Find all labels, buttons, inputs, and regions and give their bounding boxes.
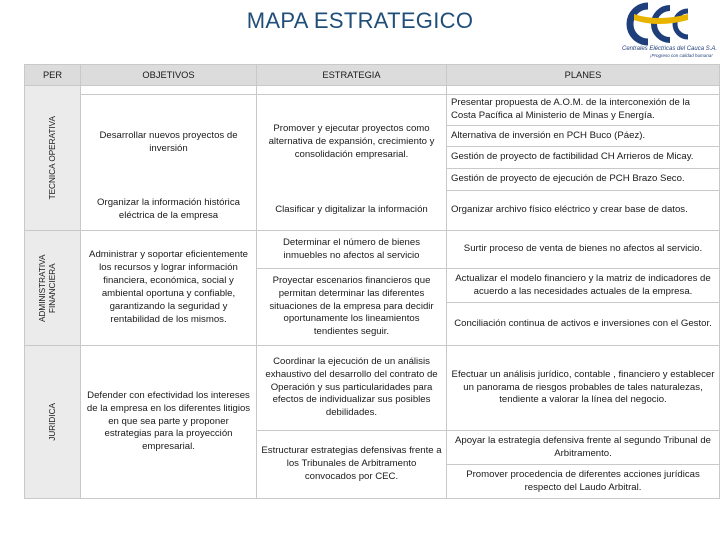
logo-tagline: ¡Progreso con calidad humana! <box>650 53 713 58</box>
estrategia-cell: Clasificar y digitalizar la información <box>275 203 428 215</box>
estrategia-cell: Coordinar la ejecución de un análisis exhaustivo del desarrollo del contrato de Operación y sus particularidades para efectos de individualizar sus posibles debilidades. <box>265 355 438 419</box>
header-planes: PLANES <box>447 65 719 85</box>
estrategia-cell: Promover y ejecutar proyectos como alternativa de expansión, crecimiento y consolidación empresarial. <box>268 123 435 160</box>
header-per: PER <box>25 65 80 85</box>
logo-mark-icon <box>618 2 714 46</box>
plan-cell: Presentar propuesta de A.O.M. de la interconexión de la Costa Pacífica al Ministerio de Minas y Energía. <box>451 97 690 121</box>
plan-cell: Gestión de proyecto de factibilidad CH Arrieros de Micay. <box>451 151 694 163</box>
section-label: JURIDICA <box>47 403 57 441</box>
estrategia-cell: Estructurar estrategias defensivas frente a los Tribunales de Arbitramento convocados por CEC. <box>261 445 442 482</box>
plan-cell: Efectuar un análisis jurídico, contable , financiero y establecer un panorama de riesgos probables de tales naturalezas, tendiente a valorar la línea del negocio. <box>451 368 715 406</box>
objetivo-cell: Desarrollar nuevos proyectos de inversión <box>99 129 238 154</box>
header-objetivos: OBJETIVOS <box>81 65 256 85</box>
objetivo-cell: Administrar y soportar eficientemente los recursos y lograr información financiera, económica, social y ambiental oportuna y confiable, garantizando la seguridad y rentabilidad de los mismos. <box>89 249 248 325</box>
estrategia-cell: Proyectar escenarios financieros que permitan determinar las diferentes situaciones de la empresa para decidir oportunamente los lineamientos tendientes seguir. <box>269 274 434 338</box>
plan-cell: Organizar archivo físico eléctrico y crear base de datos. <box>451 204 688 216</box>
section-label: TECNICA OPERATIVA <box>47 116 57 200</box>
logo-company-name: Centrales Eléctricas del Cauca S.A. <box>622 46 718 52</box>
page-title: MAPA ESTRATEGICO <box>246 8 474 33</box>
plan-cell: Conciliación continua de activos e inversiones con el Gestor. <box>454 317 712 329</box>
plan-cell: Apoyar la estrategia defensiva frente al segundo Tribunal de Arbitramento. <box>454 434 711 459</box>
estrategia-cell: Determinar el número de bienes inmuebles no afectos al servicio <box>282 236 421 261</box>
objetivo-cell: Defender con efectividad los intereses de la empresa en los diferentes litigios en que sea parte y proponer estrategias para la proyección empresarial. <box>86 389 251 453</box>
objetivo-cell: Organizar la información histórica eléctrica de la empresa <box>97 197 240 221</box>
section-administrativa-financiera <box>25 231 80 345</box>
plan-cell: Actualizar el modelo financiero y la matriz de indicadores de acuerdo a las necesidades actuales de la empresa. <box>455 272 711 297</box>
section-juridica <box>25 346 80 498</box>
header-estrategia: ESTRATEGIA <box>257 65 446 85</box>
plan-cell: Alternativa de inversión en PCH Buco (Páez). <box>451 129 646 141</box>
company-logo <box>618 2 718 62</box>
plan-cell: Promover procedencia de diferentes acciones jurídicas respecto del Laudo Arbitral. <box>466 468 700 493</box>
section-label: ADMINISTRATIVA FINANCIERA <box>37 254 57 322</box>
plan-cell: Surtir proceso de venta de bienes no afectos al servicio. <box>463 243 703 255</box>
section-tecnica-operativa <box>25 86 80 230</box>
plan-cell: Gestión de proyecto de ejecución de PCH Brazo Seco. <box>451 173 685 185</box>
